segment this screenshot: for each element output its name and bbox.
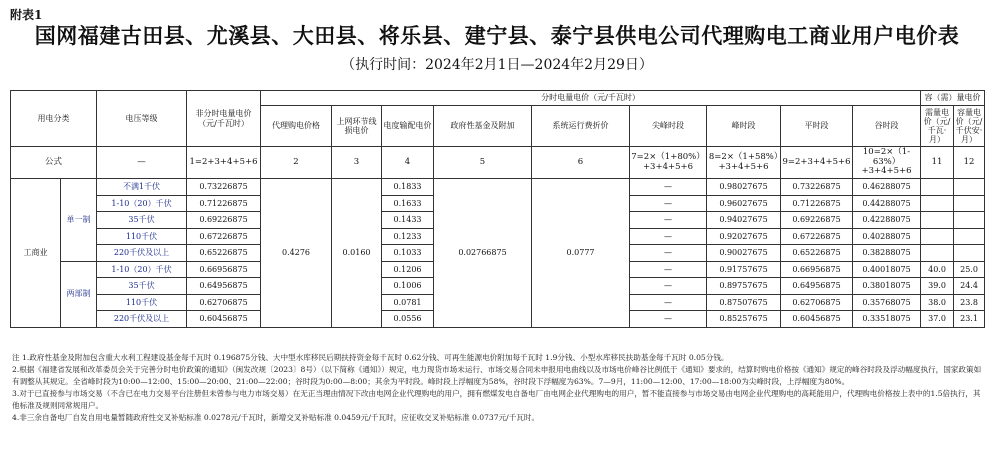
- tariff-table: [10, 90, 985, 328]
- valley-price: 0.40288075: [853, 228, 921, 245]
- capacity-price: 24.4: [954, 278, 985, 295]
- peak-price: 0.96027675: [707, 195, 781, 212]
- transmission-price: 0.1833: [382, 179, 434, 196]
- formula-flat: 9=2+3+4+5+6: [781, 147, 853, 179]
- flat-price: 0.64956875: [781, 278, 853, 295]
- header-sharp: 尖峰时段: [630, 106, 707, 147]
- demand-price: [921, 245, 954, 262]
- effective-period: （执行时间：2024年2月1日—2024年2月29日）: [341, 57, 653, 73]
- transmission-price: 0.1033: [382, 245, 434, 262]
- sharp-price: —: [630, 311, 707, 328]
- group-two-part: 两部制: [61, 261, 97, 327]
- flat-price: 0.73226875: [781, 179, 853, 196]
- sharp-price: —: [630, 245, 707, 262]
- peak-price: 0.87507675: [707, 294, 781, 311]
- header-fund: 政府性基金及附加: [434, 106, 532, 147]
- peak-price: 0.94027675: [707, 212, 781, 229]
- demand-price: 40.0: [921, 261, 954, 278]
- capacity-price: [954, 195, 985, 212]
- transmission-price: 0.1233: [382, 228, 434, 245]
- non-tou-price: 0.62706875: [187, 294, 261, 311]
- header-demand: 需量电价（元/千瓦·月）: [921, 106, 954, 147]
- header-peak: 峰时段: [707, 106, 781, 147]
- non-tou-price: 0.67226875: [187, 228, 261, 245]
- flat-price: 0.60456875: [781, 311, 853, 328]
- capacity-price: [954, 179, 985, 196]
- header-non-tou: 非分时电量电价（元/千瓦时）: [187, 91, 261, 147]
- voltage-cell: 110千伏: [97, 294, 187, 311]
- formula-non-tou: 1=2+3+4+5+6: [187, 147, 261, 179]
- sharp-price: —: [630, 294, 707, 311]
- formula-peak: 8=2×（1+58%）+3+4+5+6: [707, 147, 781, 179]
- valley-price: 0.42288075: [853, 212, 921, 229]
- voltage-cell: 35千伏: [97, 212, 187, 229]
- valley-price: 0.35768075: [853, 294, 921, 311]
- flat-price: 0.67226875: [781, 228, 853, 245]
- demand-price: [921, 228, 954, 245]
- note-3: 3.对于已直接参与市场交易（不含已在电力交易平台注册但未曾参与电力市场交易）在无正当理由情况下改由电网企业代理购电的用户，拥有燃煤发电自备电厂由电网企业代理购电的用户，暂不能直接参与市场交易由电网企业代理购电的高耗能用户，代理购电价格按上表中的1.5倍执行，其他标准及规则同常规用户。: [12, 388, 981, 410]
- system-cost: 0.0777: [532, 179, 630, 328]
- flat-price: 0.66956875: [781, 261, 853, 278]
- peak-price: 0.92027675: [707, 228, 781, 245]
- category-commercial: 工商业: [11, 179, 61, 328]
- sharp-price: —: [630, 228, 707, 245]
- sharp-price: —: [630, 179, 707, 196]
- sharp-price: —: [630, 278, 707, 295]
- formula-sharp: 7=2×（1+80%）+3+4+5+6: [630, 147, 707, 179]
- formula-voltage: —: [97, 147, 187, 179]
- flat-price: 0.69226875: [781, 212, 853, 229]
- annex-label: 附表1: [10, 8, 43, 22]
- formula-line-loss: 3: [332, 147, 382, 179]
- demand-price: 39.0: [921, 278, 954, 295]
- capacity-price: [954, 228, 985, 245]
- formula-capacity: 12: [954, 147, 985, 179]
- header-flat: 平时段: [781, 106, 853, 147]
- valley-price: 0.44288075: [853, 195, 921, 212]
- group-single-part: 单一制: [61, 179, 97, 262]
- peak-price: 0.90027675: [707, 245, 781, 262]
- formula-fund: 5: [434, 147, 532, 179]
- voltage-cell: 1-10（20）千伏: [97, 261, 187, 278]
- header-tou-group: 分时电量电价（元/千瓦时）: [261, 91, 921, 106]
- voltage-cell: 110千伏: [97, 228, 187, 245]
- demand-price: [921, 195, 954, 212]
- voltage-cell: 1-10（20）千伏: [97, 195, 187, 212]
- header-voltage: 电压等级: [97, 91, 187, 147]
- voltage-cell: 不满1千伏: [97, 179, 187, 196]
- valley-price: 0.38288075: [853, 245, 921, 262]
- valley-price: 0.40018075: [853, 261, 921, 278]
- peak-price: 0.91757675: [707, 261, 781, 278]
- header-transmission: 电度输配电价: [382, 106, 434, 147]
- peak-price: 0.89757675: [707, 278, 781, 295]
- note-4: 4.非三余自备电厂自发自用电量暂随政府性交叉补贴标准 0.0278元/千瓦时，新增交叉补贴标准 0.0459元/千瓦时，应征收交叉补贴标准 0.0737元/千瓦时。: [12, 412, 540, 422]
- demand-price: 38.0: [921, 294, 954, 311]
- notes: [12, 352, 984, 424]
- peak-price: 0.85257675: [707, 311, 781, 328]
- capacity-price: [954, 245, 985, 262]
- fund-surcharge: 0.02766875: [434, 179, 532, 328]
- transmission-price: 0.0556: [382, 311, 434, 328]
- transmission-price: 0.1006: [382, 278, 434, 295]
- voltage-cell: 220千伏及以上: [97, 311, 187, 328]
- transmission-price: 0.0781: [382, 294, 434, 311]
- flat-price: 0.62706875: [781, 294, 853, 311]
- purchase-price: 0.4276: [261, 179, 332, 328]
- header-demand-group: 容（需）量电价: [921, 91, 985, 106]
- demand-price: 37.0: [921, 311, 954, 328]
- transmission-price: 0.1433: [382, 212, 434, 229]
- flat-price: 0.65226875: [781, 245, 853, 262]
- note-1: 注 1.政府性基金及附加包含重大水利工程建设基金每千瓦时 0.196875分钱、大中型水库移民后期扶持资金每千瓦时 0.62分钱、可再生能源电价附加每千瓦时 1.9分钱、小型水库移民扶助基金每千瓦时 0.05分钱。: [12, 353, 729, 362]
- formula-demand: 11: [921, 147, 954, 179]
- valley-price: 0.46288075: [853, 179, 921, 196]
- formula-transmission: 4: [382, 147, 434, 179]
- header-row-1: [11, 91, 985, 106]
- header-category: 用电分类: [11, 91, 97, 147]
- non-tou-price: 0.60456875: [187, 311, 261, 328]
- page-title: 国网福建古田县、尤溪县、大田县、将乐县、建宁县、泰宁县供电公司代理购电工商业用户电价表: [34, 23, 960, 48]
- header-system: 系统运行费折价: [532, 106, 630, 147]
- formula-row: [11, 147, 985, 179]
- sharp-price: —: [630, 261, 707, 278]
- line-loss-price: 0.0160: [332, 179, 382, 328]
- non-tou-price: 0.66956875: [187, 261, 261, 278]
- note-2: 2.根据《福建省发展和改革委员会关于完善分时电价政策的通知》（闽发改规〔2023〕8号）（以下简称《通知》）规定，电力现货市场未运行、市场交易合同未申报用电曲线以及市场电价峰谷比例低于《通知》要求的，结算时购电价格按《通知》规定的峰谷时段及浮动幅度执行，国家政策如有调整从其规定。全省峰时段为10:00—12:00、15:00—20:00、21:00—22:00；谷时段为0:00—8:00；其余为平时段。峰时段上浮幅度为58%，谷时段下浮幅度为63%。7—9月，11:00—12:00、17:00—18:00为尖峰时段，上浮幅度为80%。: [12, 364, 982, 386]
- valley-price: 0.33518075: [853, 311, 921, 328]
- voltage-cell: 220千伏及以上: [97, 245, 187, 262]
- header-capacity: 容量电价（元/千伏安·月）: [954, 106, 985, 147]
- capacity-price: [954, 212, 985, 229]
- formula-valley: 10=2×（1-63%）+3+4+5+6: [853, 147, 921, 179]
- capacity-price: 23.1: [954, 311, 985, 328]
- transmission-price: 0.1633: [382, 195, 434, 212]
- non-tou-price: 0.64956875: [187, 278, 261, 295]
- transmission-price: 0.1206: [382, 261, 434, 278]
- peak-price: 0.98027675: [707, 179, 781, 196]
- non-tou-price: 0.71226875: [187, 195, 261, 212]
- voltage-cell: 35千伏: [97, 278, 187, 295]
- capacity-price: 25.0: [954, 261, 985, 278]
- demand-price: [921, 179, 954, 196]
- table-row: [11, 179, 985, 196]
- formula-purchase: 2: [261, 147, 332, 179]
- sharp-price: —: [630, 212, 707, 229]
- non-tou-price: 0.65226875: [187, 245, 261, 262]
- valley-price: 0.38018075: [853, 278, 921, 295]
- header-purchase: 代理购电价格: [261, 106, 332, 147]
- non-tou-price: 0.73226875: [187, 179, 261, 196]
- formula-system: 6: [532, 147, 630, 179]
- header-valley: 谷时段: [853, 106, 921, 147]
- non-tou-price: 0.69226875: [187, 212, 261, 229]
- demand-price: [921, 212, 954, 229]
- header-line-loss: 上网环节线损电价: [332, 106, 382, 147]
- sharp-price: —: [630, 195, 707, 212]
- flat-price: 0.71226875: [781, 195, 853, 212]
- capacity-price: 23.8: [954, 294, 985, 311]
- formula-category: 公式: [11, 147, 97, 179]
